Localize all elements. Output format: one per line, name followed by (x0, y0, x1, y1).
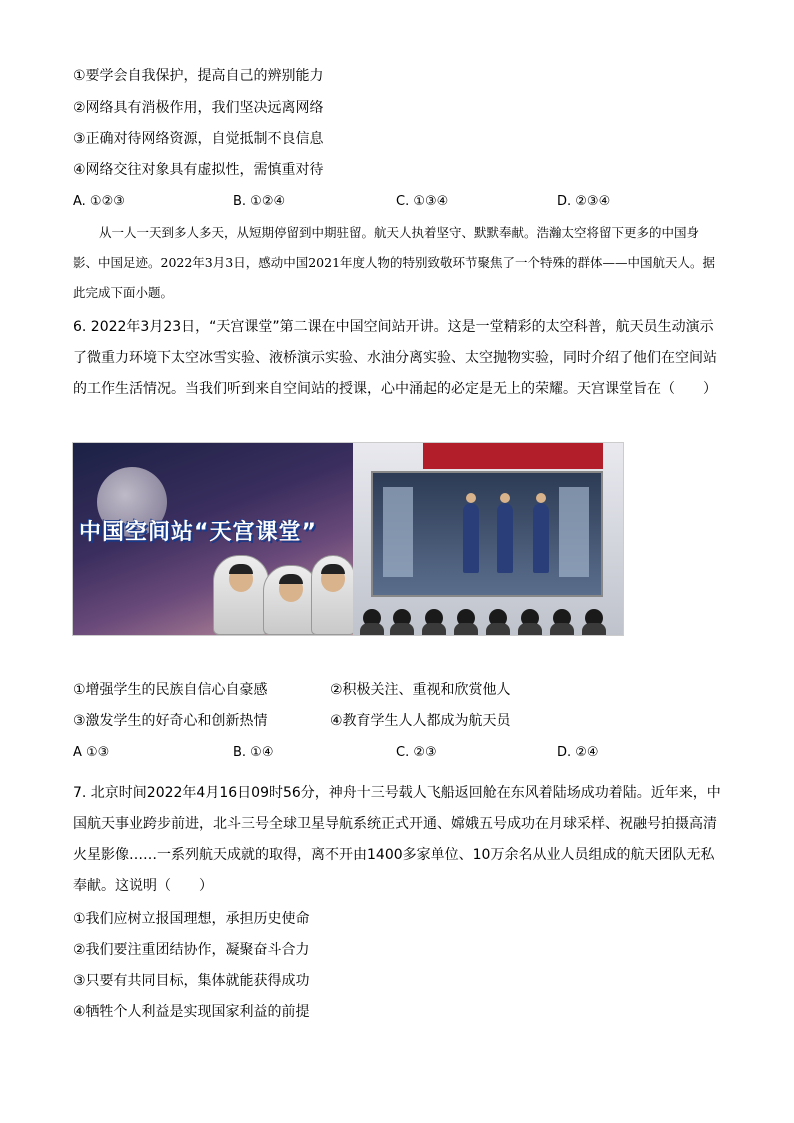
q5-item-3: ③正确对待网络资源，自觉抵制不良信息 (73, 131, 324, 147)
q6-item-1: ①增强学生的民族自信心自豪感 (73, 682, 268, 698)
q6-stem: 6. 2022年3月23日，“天宫课堂”第二课在中国空间站开讲。这是一堂精彩的太空科普，航天员生动演示了微重力环境下太空冰雪实验、液桥演示实验、水油分离实验、太空抛物实验，同时介绍了他们在空间站的工作生活情况。当我们听到来自空间站的授课，心中涌起的必定是无上的荣耀。天宫课堂旨在（ ） (73, 319, 717, 397)
q6-option-a: A ①③ (73, 745, 110, 760)
astronaut-figure (213, 555, 269, 635)
q6-option-c: C. ②③ (396, 745, 437, 760)
q6-item-3: ③激发学生的好奇心和创新热情 (73, 713, 268, 729)
red-banner (423, 443, 603, 469)
q5-item-1: ①要学会自我保护，提高自己的辨别能力 (73, 68, 324, 84)
q6-item-2: ②积极关注、重视和欣赏他人 (330, 682, 511, 698)
q5-item-4: ④网络交往对象具有虚拟性，需慎重对待 (73, 162, 324, 178)
q5-option-c: C. ①③④ (396, 194, 449, 209)
tiangong-classroom-photo (72, 442, 624, 636)
q7-item-3: ③只要有共同目标，集体就能获得成功 (73, 973, 310, 989)
q7-item-2: ②我们要注重团结协作，凝聚奋斗合力 (73, 942, 310, 958)
q5-option-b: B. ①②④ (233, 194, 286, 209)
q6-item-4: ④教育学生人人都成为航天员 (330, 713, 511, 729)
poster-panel (73, 443, 353, 635)
poster-banner: 中国空间站“天宫课堂” (79, 520, 317, 545)
q6-option-d: D. ②④ (557, 745, 599, 760)
classroom-panel (353, 443, 623, 635)
astronaut-figure (311, 555, 355, 635)
q7-item-1: ①我们应树立报国理想，承担历史使命 (73, 911, 310, 927)
q5-option-a: A. ①②③ (73, 194, 125, 209)
q7-stem: 7. 北京时间2022年4月16日09时56分，神舟十三号载人飞船返回舱在东风着陆场成功着陆。近年来，中国航天事业跨步前进，北斗三号全球卫星导航系统正式开通、嫦娥五号成功在月球采样、祝融号拍摄高清火星影像……一系列航天成就的取得，离不开由1400多家单位、10万余名从业人员组成的航天团队无私奉献。这说明（ ） (73, 785, 721, 894)
intro-paragraph: 从一人一天到多人多天，从短期停留到中期驻留。航天人执着坚守、默默奉献。浩瀚太空将留下更多的中国身影、中国足迹。2022年3月3日，感动中国2021年度人物的特别致敬环节聚焦了一个特殊的群体——中国航天人。据此完成下面小题。 (73, 225, 716, 300)
q7-item-4: ④牺牲个人利益是实现国家利益的前提 (73, 1004, 310, 1020)
space-station-screen (371, 471, 603, 597)
q5-item-2: ②网络具有消极作用，我们坚决远离网络 (73, 100, 324, 116)
q5-option-d: D. ②③④ (557, 194, 611, 209)
q6-option-b: B. ①④ (233, 745, 274, 760)
student-audience (353, 593, 623, 635)
